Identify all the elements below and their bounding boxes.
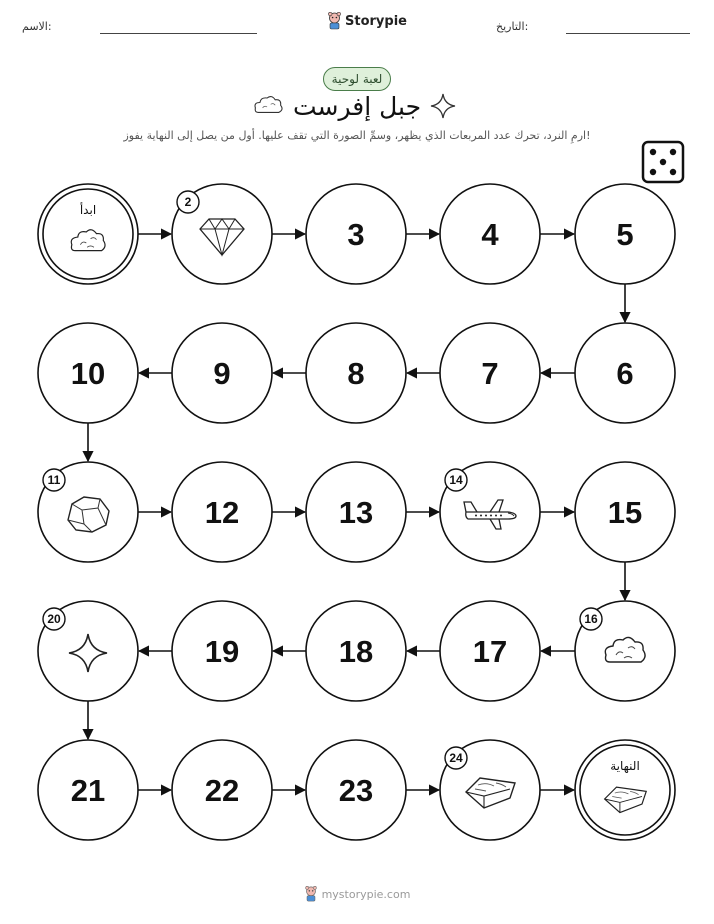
board-space-16: [575, 601, 675, 701]
space-number: 4: [481, 217, 499, 252]
space-label: ابدأ: [79, 203, 97, 217]
space-number: 2: [184, 195, 192, 210]
board-space-4: [440, 184, 540, 284]
space-number: 7: [481, 356, 499, 391]
board-space-21: [38, 740, 138, 840]
brand-name: Storypie: [345, 13, 407, 29]
board-space-17: [440, 601, 540, 701]
board-space-6: [575, 323, 675, 423]
board-space-24: [440, 740, 540, 840]
space-number: 11: [47, 473, 61, 488]
footer: [0, 886, 714, 902]
board-space-20: [38, 601, 138, 701]
space-number: 8: [347, 356, 365, 391]
space-number: 5: [616, 217, 634, 252]
board-space-9: [172, 323, 272, 423]
space-number: 13: [338, 495, 374, 530]
board-space-23: [306, 740, 406, 840]
space-number: 3: [347, 217, 365, 252]
space-number: 22: [204, 773, 240, 808]
date-label: التاريخ:: [496, 20, 529, 33]
space-number: 23: [338, 773, 374, 808]
space-number: 19: [204, 634, 240, 669]
board-space-8: [306, 323, 406, 423]
board-space-13: [306, 462, 406, 562]
space-number: 18: [338, 634, 374, 669]
space-number: 12: [204, 495, 240, 530]
board-space-15: [575, 462, 675, 562]
space-number: 20: [47, 612, 61, 627]
board-space-18: [306, 601, 406, 701]
space-label: النهاية: [610, 759, 640, 773]
space-number: 24: [449, 751, 463, 766]
board-space-1: [38, 184, 138, 284]
board-space-25: [575, 740, 675, 840]
board-space-12: [172, 462, 272, 562]
page-title: جبل إفرست: [292, 92, 422, 121]
board-space-10: [38, 323, 138, 423]
footer-site-link[interactable]: mystorypie.com: [321, 887, 411, 901]
game-instructions: ارمِ النرد، تحرك عدد المربعات الذي يظهر، وسمِّ الصورة التي تقف عليها. أول من يصل إلى النهاية يفوز!: [123, 129, 591, 142]
board-space-14: [440, 462, 540, 562]
space-number: 16: [584, 612, 598, 627]
board-space-3: [306, 184, 406, 284]
name-label: الاسم:: [22, 20, 52, 33]
board-space-22: [172, 740, 272, 840]
storypie-mascot-icon: [304, 886, 318, 902]
board-space-5: [575, 184, 675, 284]
space-number: 10: [70, 356, 106, 391]
board-space-11: [38, 462, 138, 562]
space-number: 9: [213, 356, 231, 391]
space-number: 17: [472, 634, 508, 669]
board-space-7: [440, 323, 540, 423]
space-number: 14: [449, 473, 463, 488]
board-space-2: [172, 184, 272, 284]
space-number: 21: [70, 773, 106, 808]
space-number: 6: [616, 356, 634, 391]
board-space-19: [172, 601, 272, 701]
board-game-badge: لعبة لوحية: [323, 67, 391, 91]
space-number: 15: [607, 495, 643, 530]
